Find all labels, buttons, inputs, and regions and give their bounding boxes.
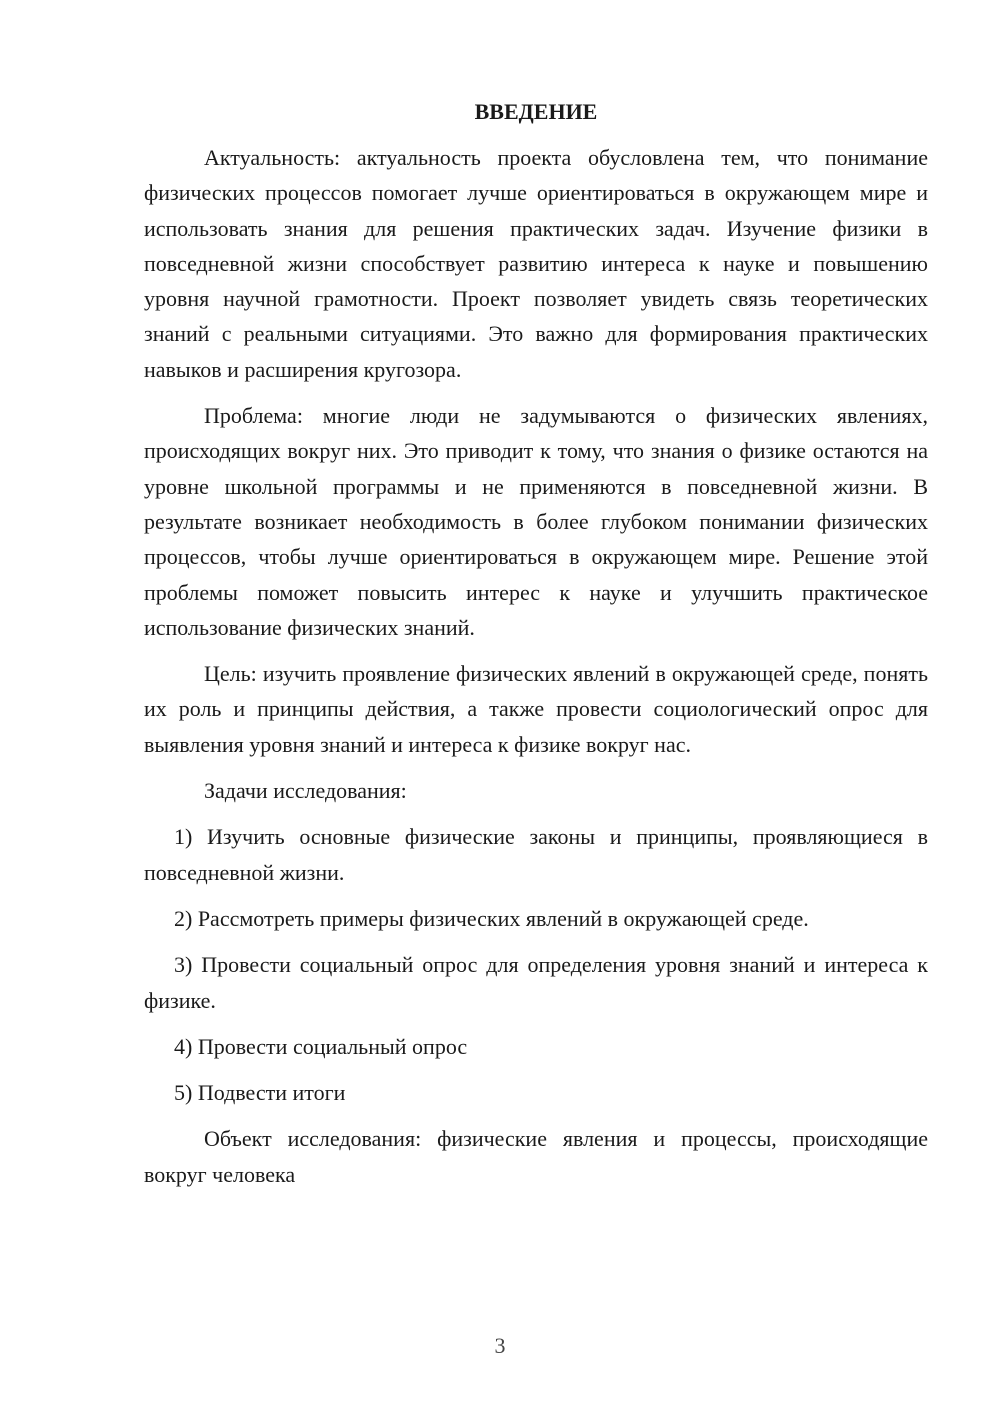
task-item-4: 4) Провести социальный опрос [174, 1033, 468, 1059]
research-object-paragraph: Объект исследования: физические явления и процессы, происходящие вокруг человека [144, 1126, 928, 1187]
task-item-2: 2) Рассмотреть примеры физических явлений в окружающей среде. [174, 905, 809, 931]
page-number: 3 [494, 1333, 506, 1358]
task-item-1: 1) Изучить основные физические законы и принципы, проявляющиеся в повседневной жизни. [144, 824, 928, 885]
task-item-3: 3) Провести социальный опрос для определения уровня знаний и интереса к физике. [144, 952, 928, 1013]
section-title: ВВЕДЕНИЕ [474, 99, 598, 124]
document-body [144, 94, 928, 1192]
tasks-heading: Задачи исследования: [204, 778, 407, 804]
goal-paragraph: Цель: изучить проявление физических явлений в окружающей среде, понять их роль и принципы действия, а также провести социологический опрос для выявления уровня знаний и интереса к физике вокруг нас. [144, 661, 928, 757]
problem-paragraph: Проблема: многие люди не задумываются о физических явлениях, происходящих вокруг них. Это приводит к тому, что знания о физике остаются на уровне школьной программы и не применяются в повседневной жизни. В результате возникает необходимость в более глубоком понимании физических процессов, чтобы лучше ориентироваться в окружающем мире. Решение этой проблемы поможет повысить интерес к науке и улучшить практическое использование физических знаний. [144, 403, 928, 640]
relevance-paragraph: Актуальность: актуальность проекта обусловлена тем, что понимание физических процессов помогает лучше ориентироваться в окружающем мире и использовать знания для решения практических задач. Изучение физики в повседневной жизни способствует развитию интереса к науке и повышению уровня научной грамотности. Проект позволяет увидеть связь теоретических знаний с реальными ситуациями. Это важно для формирования практических навыков и расширения кругозора. [144, 145, 928, 382]
task-item-5: 5) Подвести итоги [174, 1080, 346, 1106]
